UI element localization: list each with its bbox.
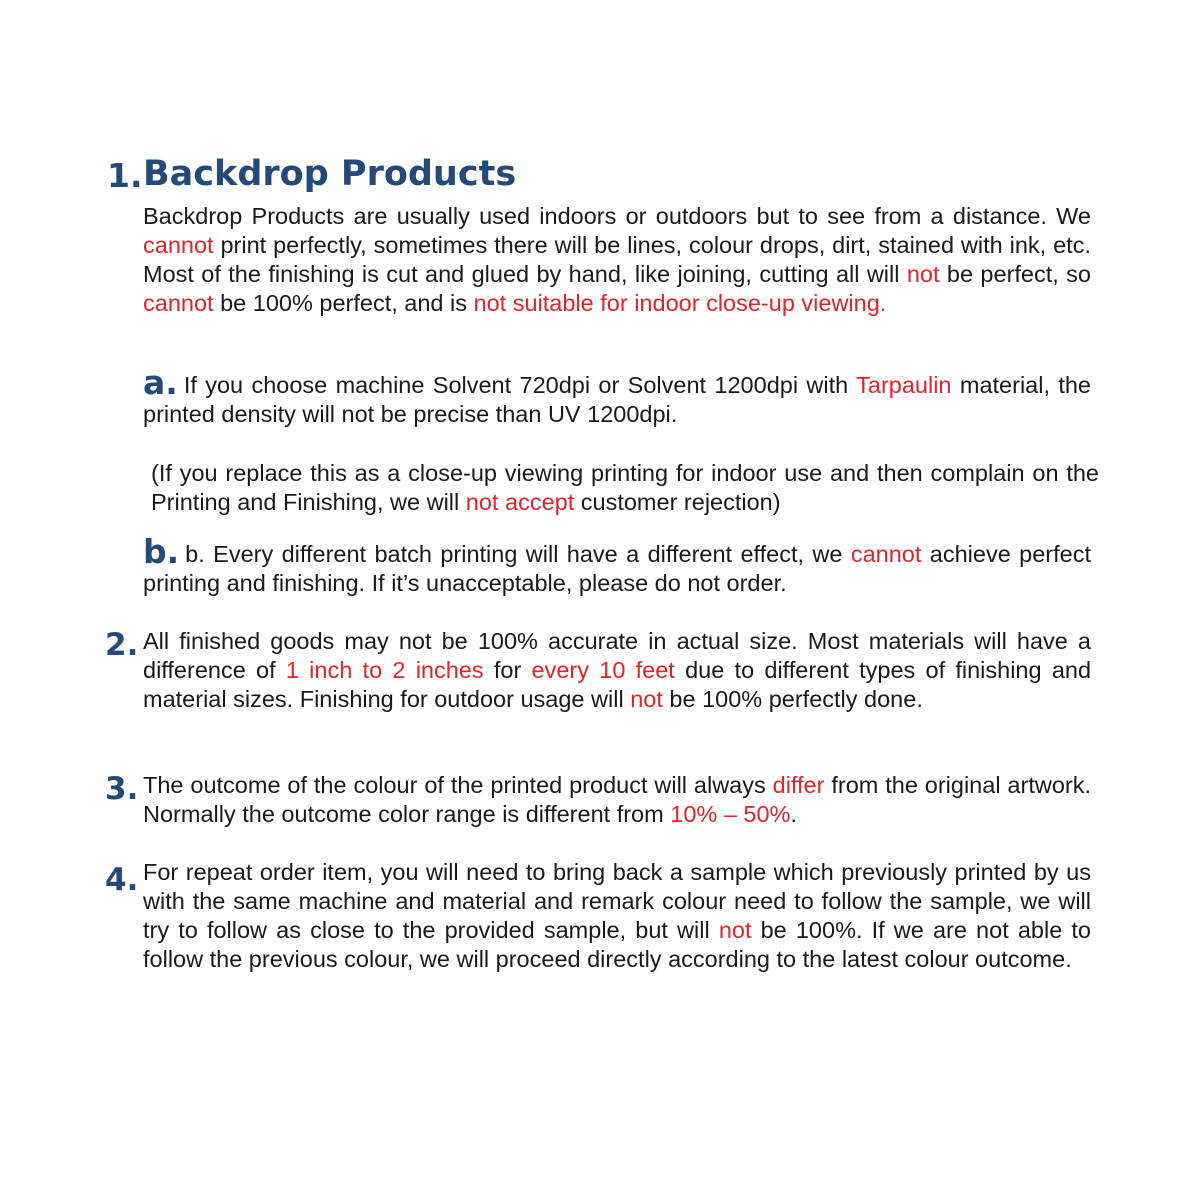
section-1a-paragraph bbox=[143, 363, 1092, 429]
body-text: due to different types of finishing and material sizes. Finishing for outdoor usage will bbox=[143, 657, 1092, 712]
section-2-number: 2. bbox=[105, 627, 139, 663]
emphasis-text: cannot bbox=[143, 232, 214, 258]
emphasis-text: not bbox=[630, 686, 663, 712]
emphasis-text: 10% – 50% bbox=[670, 801, 791, 827]
section-4-text bbox=[143, 858, 1091, 974]
section-3-text bbox=[143, 771, 1091, 829]
emphasis-text: not bbox=[906, 261, 940, 287]
body-text: be 100% perfectly done. bbox=[662, 686, 923, 712]
body-text: for bbox=[483, 657, 532, 683]
emphasis-text: not accept bbox=[465, 489, 575, 515]
body-text: The outcome of the colour of the printed product will always bbox=[143, 772, 773, 798]
section-1-note bbox=[151, 459, 1099, 517]
section-1a-letter: a. bbox=[143, 363, 178, 402]
emphasis-text: differ bbox=[772, 772, 825, 798]
section-1b-text bbox=[143, 541, 1091, 596]
section-3-number: 3. bbox=[105, 771, 139, 807]
emphasis-text: cannot bbox=[850, 541, 922, 567]
section-1b-letter: b. bbox=[143, 532, 180, 571]
body-text: from the original artwork. Normally the outcome color range is different from bbox=[143, 772, 1092, 827]
body-text: (If you replace this as a close-up viewing printing for indoor use and then complain on the Printing and Finishing, we will bbox=[151, 460, 1099, 515]
section-2-text bbox=[143, 627, 1091, 714]
body-text: If you choose machine Solvent 720dpi or Solvent 1200dpi with bbox=[183, 372, 857, 398]
section-1b-paragraph bbox=[143, 532, 1092, 598]
body-text: . bbox=[790, 801, 797, 827]
body-text: For repeat order item, you will need to bring back a sample which previously printed by us with the same machine and material and remark colour need to follow the sample, we will try to follow as close to the provided sample, but will bbox=[143, 859, 1091, 943]
body-text: be 100% perfect, and is bbox=[213, 290, 474, 316]
body-text: be perfect, so bbox=[939, 261, 1091, 287]
body-text: b. Every different batch printing will have a different effect, we bbox=[185, 541, 851, 567]
section-1-title: Backdrop Products bbox=[143, 154, 517, 194]
section-4-number: 4. bbox=[105, 862, 139, 898]
emphasis-text: cannot bbox=[143, 290, 214, 316]
body-text: Backdrop Products are usually used indoors or outdoors but to see from a distance. We bbox=[143, 203, 1091, 229]
body-text: be 100%. If we are not able to follow the previous colour, we will proceed directly according to the latest colour outcome. bbox=[143, 917, 1091, 972]
section-1a-text bbox=[143, 372, 1091, 427]
body-text: print perfectly, sometimes there will be lines, colour drops, dirt, stained with ink, etc. Most of the finishing is cut and glued by hand, like joining, cutting all will bbox=[143, 232, 1091, 287]
body-text: All finished goods may not be 100% accurate in actual size. Most materials will have a difference of bbox=[143, 628, 1091, 683]
emphasis-text: 1 inch to 2 inches bbox=[285, 657, 484, 683]
emphasis-text: not suitable for indoor close-up viewing. bbox=[473, 290, 887, 316]
emphasis-text: not bbox=[718, 917, 752, 943]
section-1-number: 1. bbox=[107, 156, 143, 195]
section-1-intro bbox=[143, 202, 1091, 318]
body-text: achieve perfect printing and finishing. If it’s unacceptable, please do not order. bbox=[143, 541, 1092, 596]
body-text: customer rejection) bbox=[574, 489, 781, 515]
body-text: material, the printed density will not be precise than UV 1200dpi. bbox=[143, 372, 1092, 427]
emphasis-text: Tarpaulin bbox=[856, 372, 952, 398]
emphasis-text: every 10 feet bbox=[531, 657, 675, 683]
